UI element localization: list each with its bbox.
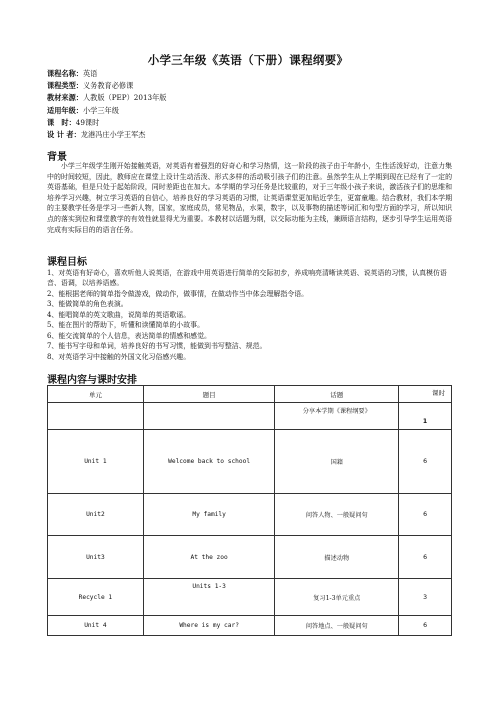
table-row <box>48 536 452 579</box>
intro-unit-cell <box>48 403 144 430</box>
meta-label: 课程类型： <box>47 81 83 91</box>
header-unit: 单元 <box>48 386 144 403</box>
meta-textbook-source <box>47 92 166 104</box>
meta-label: 适用年级： <box>47 105 83 115</box>
goals-heading: 课程目标 <box>47 257 87 268</box>
meta-value: 龙港冯庄小学王军杰 <box>80 130 146 140</box>
subject-cell: 国籍 <box>275 430 399 494</box>
subject-cell: 复习1-3单元重点 <box>275 579 399 616</box>
goal-item: 7、能书写字母和单词，培养良好的书写习惯，能做到书写整洁、规范。 <box>47 342 267 351</box>
table-row <box>48 494 452 536</box>
background-heading: 背景 <box>47 152 67 163</box>
goal-item: 2、能根据老师的简单指令做游戏，做动作，做事情，在做动作当中体会理解指令语。 <box>47 289 309 298</box>
topic-cell: At the zoo <box>143 536 275 579</box>
header-topic: 题目 <box>143 386 275 403</box>
header-subject: 话题 <box>275 386 399 403</box>
meta-label: 课 时： <box>47 117 76 127</box>
header-hours <box>399 386 452 403</box>
goal-item: 6、能交流简单的个人信息，表达简单的情感和感觉。 <box>47 331 211 340</box>
table-row <box>48 579 452 616</box>
table-row <box>48 430 452 494</box>
unit-cell: Unit3 <box>48 536 144 579</box>
subject-cell: 描述动物 <box>275 536 399 579</box>
unit-cell: Unit 4 <box>48 616 144 636</box>
subject-cell: 问答人物、一般疑问句 <box>275 494 399 536</box>
meta-label: 课程名称： <box>47 69 83 78</box>
topic-cell: My family <box>143 494 275 536</box>
goal-item: 4、能唱简单的英文歌曲，说简单的英语歌谣。 <box>47 310 191 319</box>
hours-cell: 3 <box>399 579 452 616</box>
hours-cell: 6 <box>399 616 452 636</box>
goal-item: 5、能在图片的帮助下，听懂和读懂简单的小故事。 <box>47 321 205 330</box>
subject-cell: 问答地点、一般疑问句 <box>275 616 399 636</box>
hours-cell: 6 <box>399 494 452 536</box>
document-title: 小学三年级《英语（下册）课程纲要》 <box>147 53 349 67</box>
unit-cell: Recycle 1 <box>48 579 144 616</box>
topic-cell: Where is my car? <box>143 616 275 636</box>
intro-subject-cell <box>275 403 399 430</box>
unit-cell: Unit 1 <box>48 430 144 494</box>
table-row <box>48 616 452 636</box>
header-hours-label: 课时 <box>432 389 445 397</box>
topic-text: Units 1-3 <box>192 583 226 590</box>
intro-hours-cell <box>399 403 452 430</box>
meta-label: 设 计 者： <box>47 130 81 140</box>
meta-hours <box>47 117 166 129</box>
goal-item: 8、对英语学习中接触的外国文化习俗感兴趣。 <box>47 352 191 361</box>
goal-item: 1、对英语有好奇心，喜欢听他人说英语，在游戏中用英语进行简单的交际初步，养成响亮清晰读英语、说英语的习惯，认真模仿语音、语调，以培养语感。 <box>47 269 447 288</box>
background-paragraph: 小学三年级学生刚开始接触英语，对英语有着强烈的好奇心和学习热情，这一阶段的孩子由于年龄小，生性活泼好动，注意力集中的时间较短，因此，教师应在课堂上设计生动活泼、形式多样的活动吸引孩子们的注意。虽然学生从上学期到现在已经有了一定的英语基础，但是只处于起始阶段，同时差距也在加大。本学期的学习任务是比较重的，对于三年级小孩子来说，激活孩子们的思维和培养学习兴趣，树立学习英语的自信心，培养良好的学习英语的习惯，让英语课堂更加贴近学生，更富童趣。结合教材，我们本学期的主要教学任务是学习一些新人物，国家，家庭成员，常见物品，水果，数字，以及事物的描述等词汇和句型方面的学习，所以知识点的落实到位和课堂教学的有效性就显得尤为重要。本教材以话题为纲，以交际功能为主线，兼顾语言结构，逐步引导学生运用英语完成有实际目的的语言任务。 <box>47 162 452 234</box>
topic-cell: Welcome back to school <box>143 430 275 494</box>
meta-designer <box>47 129 166 141</box>
meta-label: 教材来源： <box>47 93 83 103</box>
intro-hours: 1 <box>422 417 428 425</box>
table-header-row <box>48 386 452 403</box>
intro-subject: 分享本学期《课程纲要》 <box>302 408 371 415</box>
course-meta <box>47 68 166 141</box>
schedule-heading: 课程内容与课时安排 <box>47 375 137 386</box>
meta-course-type <box>47 80 166 92</box>
hours-cell: 6 <box>399 430 452 494</box>
goals-list <box>47 268 452 362</box>
table-row-intro <box>48 403 452 430</box>
hours-cell: 6 <box>399 536 452 579</box>
schedule-table <box>47 385 452 636</box>
unit-cell: Unit2 <box>48 494 144 536</box>
topic-cell <box>143 579 275 616</box>
meta-value: 英语 <box>82 69 98 78</box>
meta-value: 人教版（PEP）2013年版 <box>82 93 167 103</box>
meta-value: 49课时 <box>75 117 100 127</box>
meta-value: 小学三年级 <box>82 105 119 115</box>
meta-grade <box>47 105 166 117</box>
goal-item: 3、能做简单的角色表演。 <box>47 300 128 309</box>
intro-topic-cell <box>143 403 275 430</box>
meta-course-name <box>47 68 166 80</box>
meta-value: 义务教育必修课 <box>82 81 134 91</box>
